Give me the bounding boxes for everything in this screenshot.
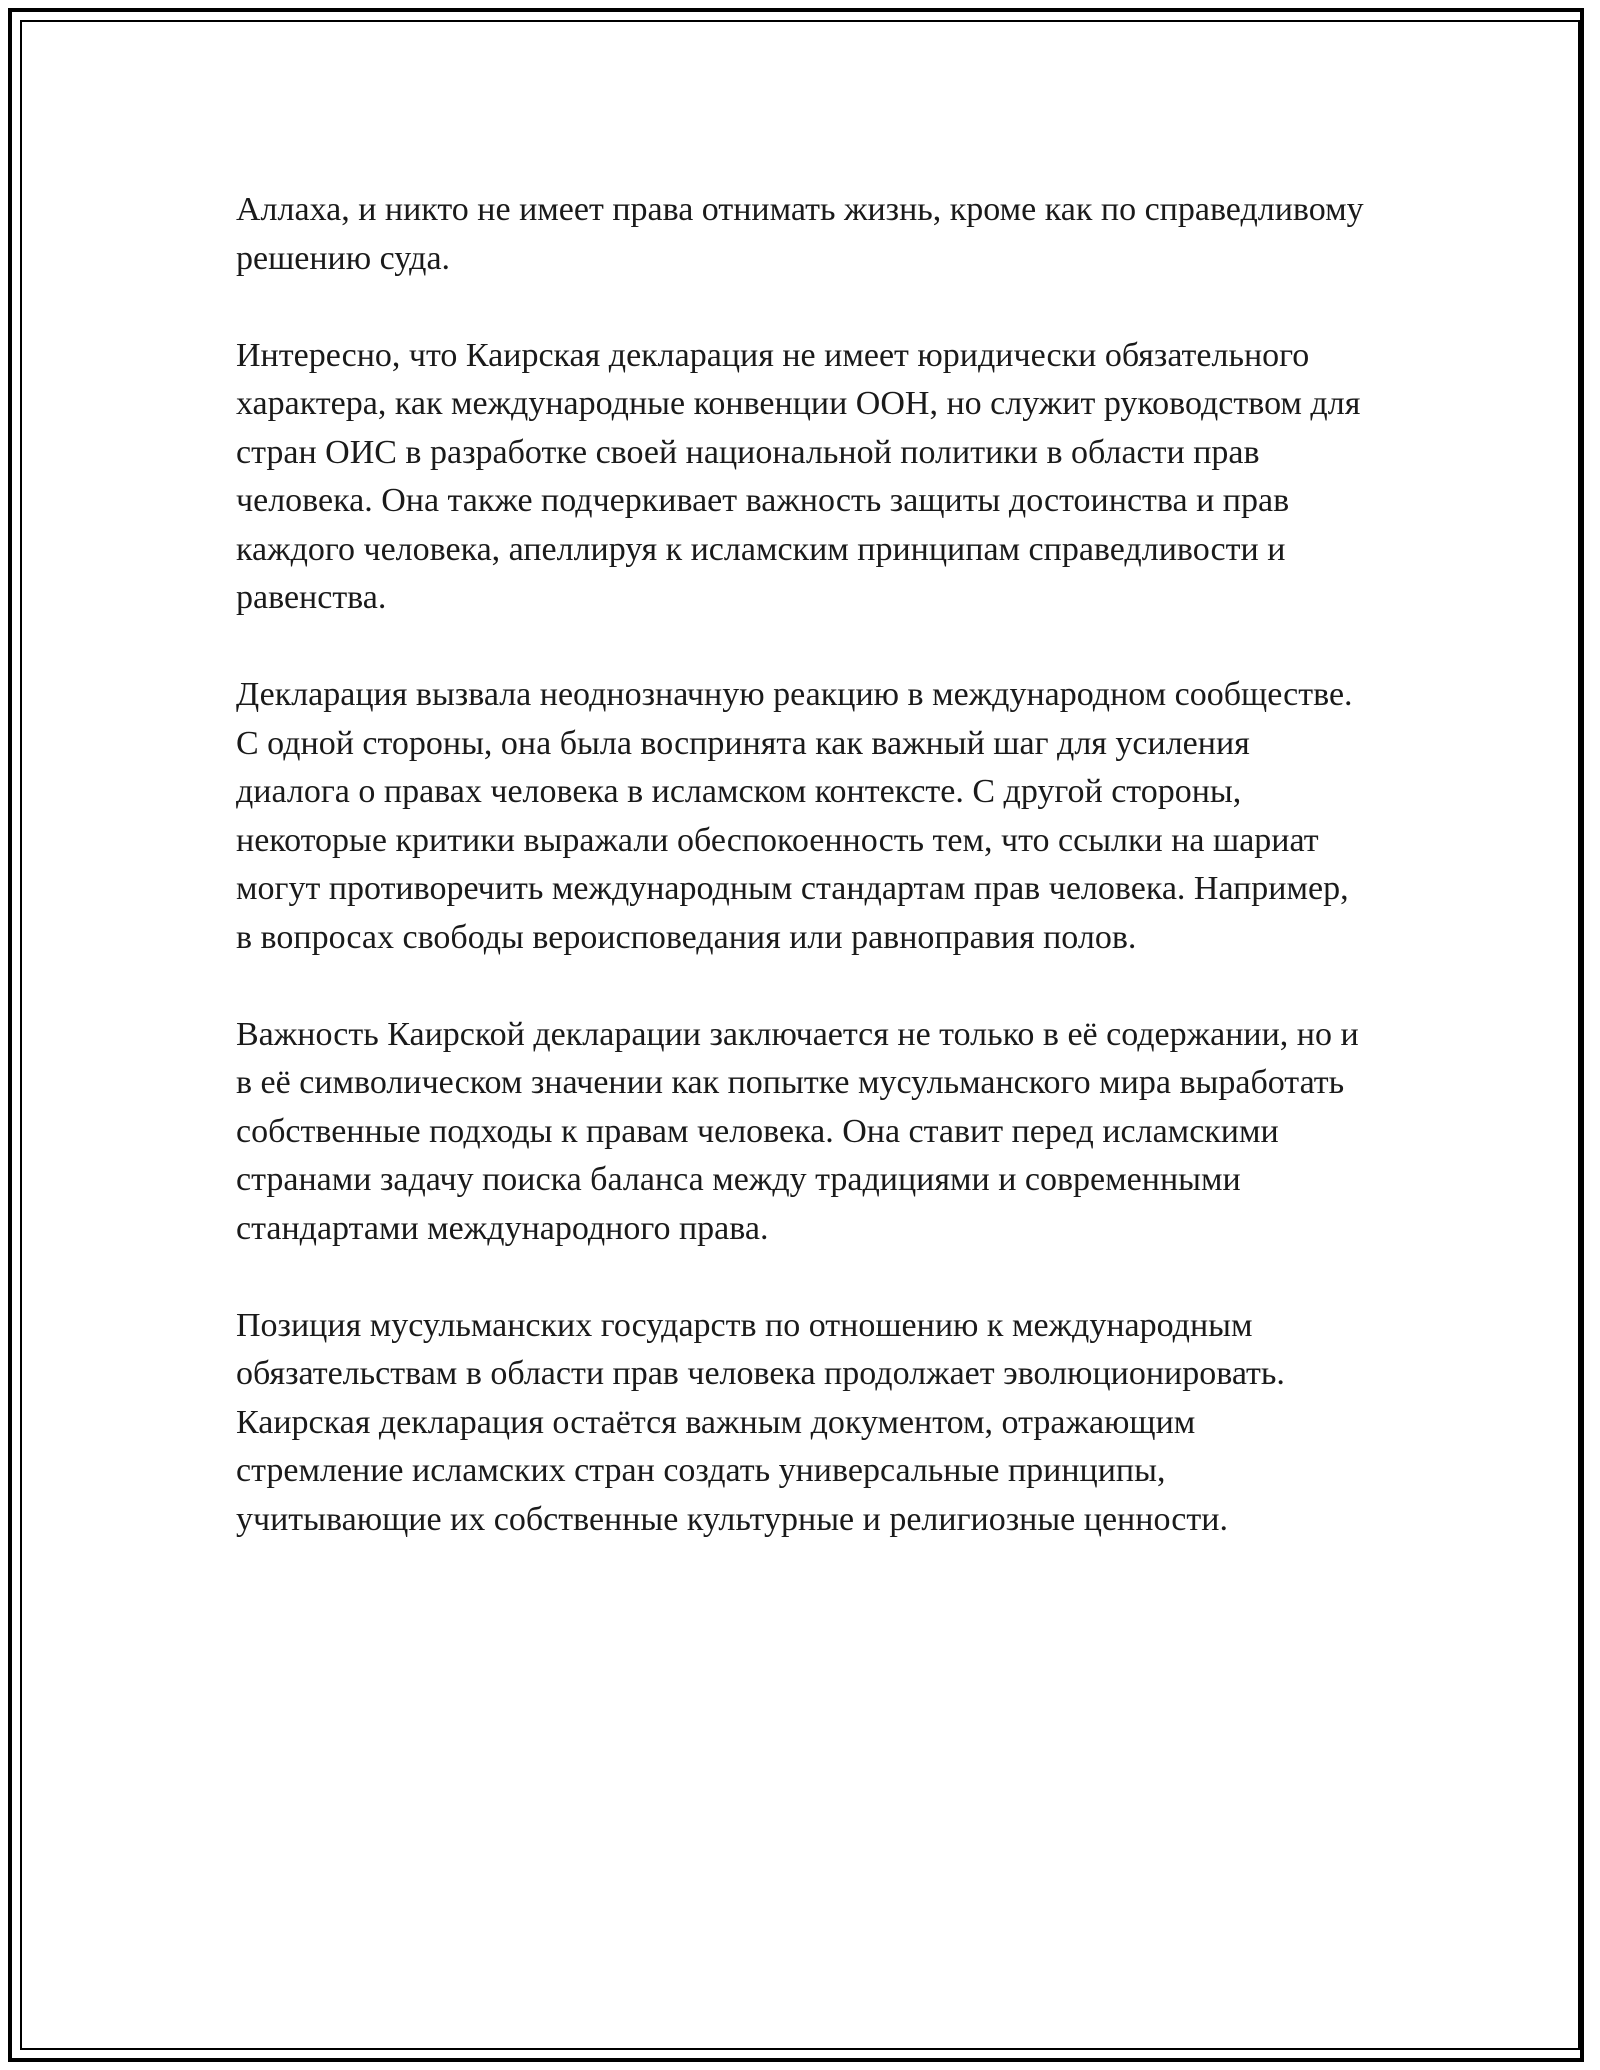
document-body [236, 186, 1371, 1544]
paragraph-2: Интересно, что Каирская декларация не имеет юридически обязательного характера, как международные конвенции ООН, но служит руководством для стран ОИС в разработке своей национальной политики в области прав человека. Она также подчеркивает важность защиты достоинства и прав каждого человека, апеллируя к исламским принципам справедливости и равенства. [236, 336, 1361, 616]
paragraph-3: Декларация вызвала неоднозначную реакцию в международном сообществе. С одной стороны, она была воспринята как важный шаг для усиления диалога о правах человека в исламском контексте. С другой стороны, некоторые критики выражали обеспокоенность тем, что ссылки на шариат могут противоречить международным стандартам прав человека. Например, в вопросах свободы вероисповедания или равноправия полов. [236, 676, 1353, 956]
paragraph-1: Аллаха, и никто не имеет права отнимать жизнь, кроме как по справедливому решению суда. [236, 191, 1364, 277]
paragraph-5: Позиция мусульманских государств по отношению к международным обязательствам в области прав человека продолжает эволюционировать. Каирская декларация остаётся важным документом, отражающим стремление исламских стран создать универсальные принципы, учитывающие их собственные культурные и религиозные ценности. [236, 1306, 1285, 1538]
paragraph-4: Важность Каирской декларации заключается не только в её содержании, но и в её символическом значении как попытке мусульманского мира выработать собственные подходы к правам человека. Она ставит перед исламскими странами задачу поиска баланса между традициями и современными стандартами международного права. [236, 1015, 1359, 1247]
